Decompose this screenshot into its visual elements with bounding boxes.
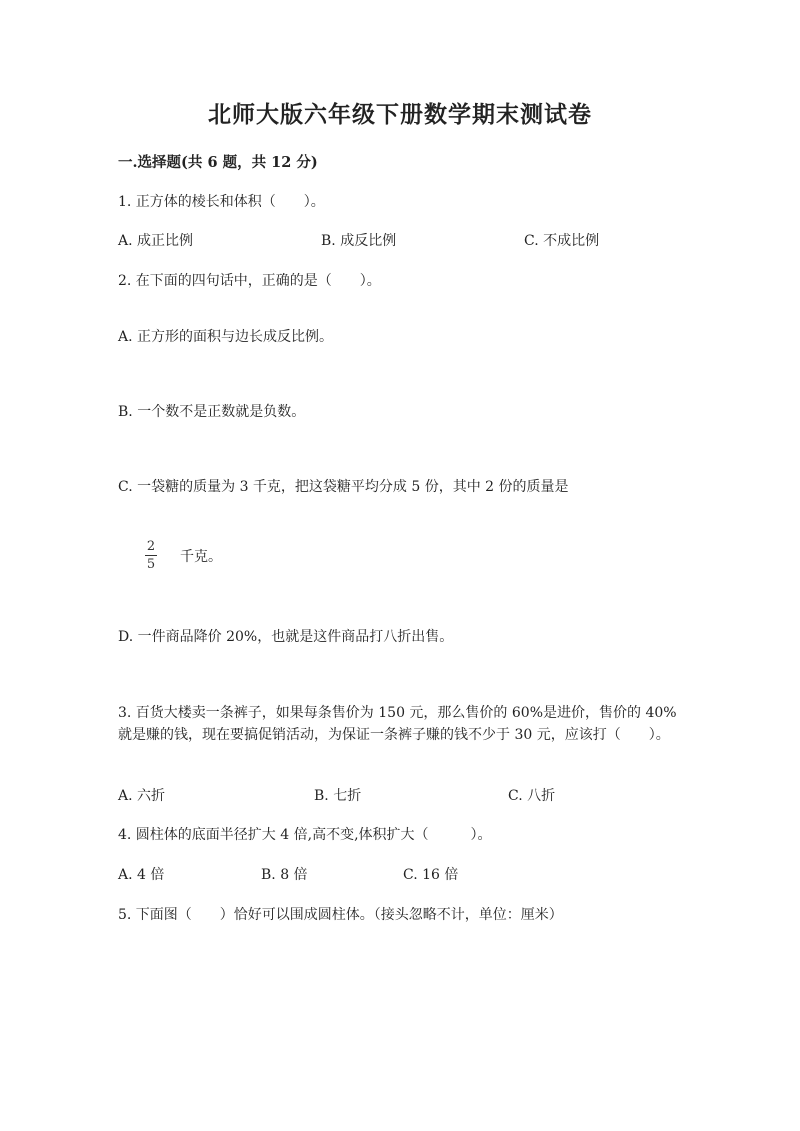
question-3-option-b: B. 七折 bbox=[314, 788, 362, 804]
question-2-option-c: C. 一袋糖的质量为 3 千克，把这袋糖平均分成 5 份，其中 2 份的质量是 bbox=[118, 479, 569, 495]
question-4-option-b: B. 8 倍 bbox=[261, 867, 308, 883]
fraction-two-fifths bbox=[145, 539, 157, 572]
question-1-option-a: A. 成正比例 bbox=[118, 233, 194, 249]
question-1-stem: 1. 正方体的棱长和体积（ ）。 bbox=[118, 194, 325, 210]
question-2-option-a: A. 正方形的面积与边长成反比例。 bbox=[118, 329, 334, 345]
question-4-option-a: A. 4 倍 bbox=[118, 867, 165, 883]
question-2-option-b: B. 一个数不是正数就是负数。 bbox=[118, 404, 306, 420]
question-3-option-a: A. 六折 bbox=[118, 788, 166, 804]
question-1-option-c: C. 不成比例 bbox=[524, 233, 600, 249]
question-3-stem: 3. 百货大楼卖一条裤子，如果每条售价为 150 元，那么售价的 60%是进价，售价的 40%就是赚的钱，现在要搞促销活动，为保证一条裤子赚的钱不少于 30 元，应该打（ ）。 bbox=[118, 705, 677, 743]
fraction-numerator: 2 bbox=[146, 539, 156, 554]
section-heading: 一.选择题(共 6 题，共 12 分) bbox=[118, 154, 318, 171]
question-2-option-d: D. 一件商品降价 20%，也就是这件商品打八折出售。 bbox=[118, 629, 454, 645]
fraction-bar bbox=[145, 555, 157, 556]
question-3-option-c: C. 八折 bbox=[508, 788, 556, 804]
question-1-option-b: B. 成反比例 bbox=[321, 233, 397, 249]
question-5-stem: 5. 下面图（ ）恰好可以围成圆柱体。（接头忽略不计，单位：厘米） bbox=[118, 907, 563, 923]
question-2-option-c-tail: 千克。 bbox=[180, 549, 222, 565]
question-4-option-c: C. 16 倍 bbox=[403, 867, 459, 883]
question-2-stem: 2. 在下面的四句话中，正确的是（ ）。 bbox=[118, 273, 381, 289]
fraction-denominator: 5 bbox=[146, 557, 156, 572]
question-4-stem: 4. 圆柱体的底面半径扩大 4 倍,高不变,体积扩大（ ）。 bbox=[118, 827, 492, 843]
page-title: 北师大版六年级下册数学期末测试卷 bbox=[208, 101, 592, 128]
